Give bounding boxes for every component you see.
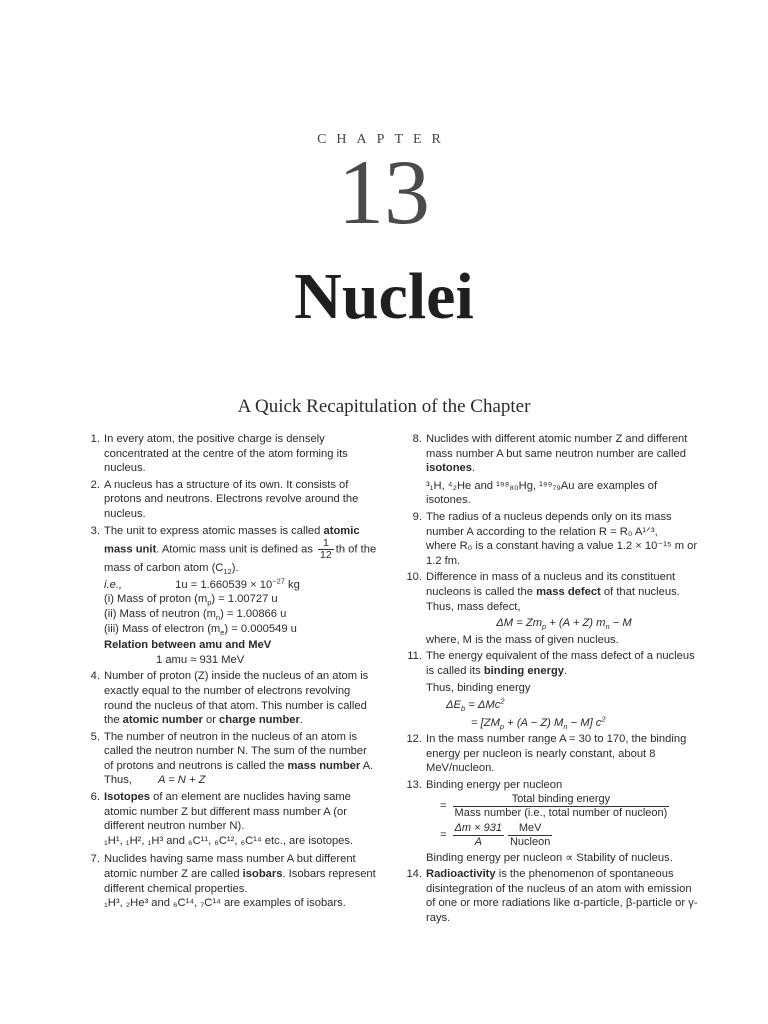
- text-run: .: [564, 664, 568, 677]
- item-text: [104, 790, 378, 834]
- list-item: [86, 669, 378, 727]
- text-run: ) = 1.00866 u: [220, 607, 287, 620]
- item-text: Thus, binding energy: [426, 681, 531, 694]
- subscript: p: [207, 598, 212, 608]
- recap-heading: A Quick Recapitulation of the Chapter: [237, 396, 531, 417]
- item-text: Binding energy per nucleon ∝ Stability of nucleus.: [426, 851, 673, 864]
- text-run: . Isobars represent different chemical properties.: [104, 868, 376, 895]
- item-number: 10.: [406, 571, 422, 584]
- item-text: [426, 432, 702, 476]
- list-item: [404, 778, 702, 865]
- list-item: [86, 852, 378, 910]
- item-number: 14.: [406, 868, 422, 881]
- item-number: 2.: [90, 478, 100, 491]
- text-run: ΔE: [446, 699, 461, 712]
- item-text: In the mass number range A = 30 to 170, the binding energy per nucleon is nearly constant, about 8 MeV/nucleon.: [426, 733, 687, 775]
- text-run: The number of neutron in the nucleus of an atom is called the neutron number N. The sum of the number of protons and neutrons is called the: [104, 730, 367, 772]
- list-item: [86, 730, 378, 788]
- item-number: 12.: [406, 733, 422, 746]
- list-item: [404, 867, 702, 925]
- fraction: [508, 822, 552, 849]
- text-run: Nuclides with different atomic number Z and different mass number A but same neutron number are called: [426, 433, 688, 460]
- text-run: The energy equivalent of the mass defect of a nucleus is called its: [426, 650, 695, 677]
- unit: kg: [284, 578, 300, 591]
- subscript: e: [220, 627, 225, 637]
- binding-energy-expansion: [426, 713, 702, 731]
- list-item: [404, 732, 702, 776]
- item-number: 3.: [90, 524, 100, 537]
- item-text: [426, 867, 702, 925]
- text-run: + (A + Z) m: [546, 617, 606, 630]
- relation-heading: Relation between amu and MeV: [104, 639, 272, 652]
- text-run: = [ZM: [471, 716, 500, 729]
- list-item: [86, 432, 378, 476]
- text-run: ) = 0.000549 u: [224, 622, 297, 635]
- item-number: 1.: [90, 433, 100, 445]
- isotone-examples: ³₁H, ⁴₂He and ¹⁹⁸₈₀Hg, ¹⁹⁹₇₉Au are examples of isotones.: [426, 479, 658, 507]
- superscript: −27: [272, 576, 285, 586]
- list-item: [404, 432, 702, 508]
- equals-sign: =: [440, 828, 447, 841]
- term-mass-number: mass number: [287, 759, 361, 772]
- text-run: (i) Mass of proton (m: [104, 593, 208, 606]
- amu-definition: [104, 578, 378, 593]
- fraction-denominator: Mass number (i.e., total number of nucleon): [454, 806, 668, 819]
- item-number: 11.: [407, 650, 422, 663]
- text-run: The unit to express atomic masses is called: [104, 524, 321, 537]
- item-text: [104, 730, 378, 774]
- isotope-examples: ₁H¹, ₁H², ₁H³ and ₆C¹¹, ₆C¹², ₆C¹⁴ etc., are isotopes.: [104, 834, 354, 847]
- term-mass-defect: mass defect: [536, 585, 601, 598]
- subscript: b: [460, 704, 466, 714]
- fraction-one-twelfth: [318, 538, 334, 561]
- list-item: [404, 570, 702, 647]
- list-item: [404, 510, 702, 568]
- superscript: 2: [601, 713, 606, 723]
- fraction-numerator: MeV: [508, 822, 552, 836]
- mass-number-equation: [104, 773, 378, 788]
- superscript: 2: [500, 696, 505, 706]
- item-number: 13.: [406, 779, 422, 792]
- item-text: [104, 669, 378, 727]
- subscript: 12: [223, 567, 232, 577]
- text-run: th of the mass of carbon atom (C: [104, 543, 377, 575]
- text-run: + (A − Z) M: [504, 716, 564, 729]
- text-run: − M: [609, 617, 632, 630]
- subscript: n: [215, 613, 221, 623]
- text-run: of that nucleus. Thus, mass defect,: [426, 585, 680, 613]
- list-item: [86, 524, 378, 668]
- item-text: where R₀ is a constant having a value 1.2 × 10⁻¹⁵ m or 1.2 fm.: [426, 540, 698, 567]
- term-atomic-number: atomic number: [122, 714, 203, 727]
- text-run: = ΔMc: [465, 699, 501, 712]
- text-run: Thus,: [104, 774, 132, 787]
- item-text: Binding energy per nucleon: [426, 779, 563, 792]
- text-run: or: [202, 714, 220, 727]
- binding-energy-fraction: [440, 793, 702, 820]
- item-number: 6.: [90, 791, 100, 804]
- proton-mass: [104, 592, 378, 607]
- text-run: .: [472, 462, 476, 475]
- equation: A = N + Z: [157, 774, 206, 787]
- fraction-numerator: Δm × 931: [454, 821, 502, 834]
- text-run: ) = 1.00727 u: [211, 593, 278, 606]
- text-run: ΔM = Zm: [496, 617, 543, 630]
- binding-energy-fraction-2: [440, 822, 702, 849]
- relation-equation: 1 amu ≈ 931 MeV: [156, 653, 245, 666]
- binding-energy-equation: [426, 698, 702, 713]
- item-number: 4.: [90, 670, 100, 683]
- item-number: 8.: [412, 433, 422, 445]
- item-text: [104, 524, 378, 576]
- chapter-number: 13: [338, 141, 430, 243]
- text-run: ).: [231, 562, 239, 575]
- item-text: [426, 570, 702, 614]
- fraction-denominator: A: [474, 835, 482, 848]
- text-run: Nuclides having same mass number A but different atomic number Z are called: [104, 853, 356, 881]
- subscript: n: [563, 721, 568, 731]
- chapter-label: CHAPTER: [317, 132, 451, 147]
- fraction-denominator: 12: [320, 549, 332, 562]
- list-item: [86, 790, 378, 848]
- text-run: . Atomic mass unit is defined as: [156, 543, 313, 556]
- text-run: (ii) Mass of neutron (m: [104, 607, 216, 620]
- fraction: [453, 822, 504, 849]
- term-radioactivity: Radioactivity: [426, 868, 496, 881]
- subscript: n: [605, 622, 610, 632]
- fraction-numerator: Total binding energy: [453, 793, 670, 807]
- fraction-numerator: 1: [318, 538, 334, 550]
- text-run: Number of proton (Z) inside the nucleus of an atom is exactly equal to the number of electrons revolving round the nucleus of that atom. This number is called the: [104, 670, 369, 727]
- list-item: [404, 649, 702, 730]
- subscript: p: [499, 721, 505, 731]
- left-column: [86, 432, 378, 913]
- fraction-denominator: Nucleon: [509, 835, 551, 848]
- isobar-examples: ₁H³, ₂He³ and ₆C¹⁴, ₇C¹⁴ are examples of isobars.: [104, 897, 346, 910]
- item-number: 7.: [90, 853, 100, 866]
- list-item: [86, 478, 378, 522]
- amu-equation: 1u = 1.660539 × 10: [175, 578, 273, 591]
- term-isobars: isobars: [242, 868, 283, 881]
- item-text: where, M is the mass of given nucleus.: [426, 633, 619, 646]
- term-atomic-mass-unit: atomic mass unit: [104, 524, 360, 556]
- item-text: In every atom, the positive charge is densely concentrated at the centre of the atom forming its nucleus.: [104, 433, 348, 475]
- chapter-title: Nuclei: [294, 260, 474, 333]
- fraction: [453, 793, 670, 820]
- electron-mass: [104, 622, 378, 637]
- item-number: 5.: [90, 730, 100, 743]
- item-text: [426, 649, 702, 678]
- neutron-mass: [104, 607, 378, 622]
- term-charge-number: charge number: [219, 714, 300, 727]
- text-run: is the phenomenon of spontaneous disintegration of the nucleus of an atom with emission of one or more radiations like α-particle, β-particle or γ-rays.: [426, 868, 698, 925]
- item-text: A nucleus has a structure of its own. It consists of protons and neutrons. Electrons revolve around the nucleus.: [104, 478, 359, 520]
- text-run: − M] c: [567, 716, 602, 729]
- term-isotopes: Isotopes: [104, 791, 151, 804]
- text-run: .: [299, 714, 303, 727]
- ie-label: i.e.,: [104, 578, 123, 591]
- text-run: of an element are nuclides having same atomic number Z but different mass number A (or different neutron number N).: [104, 791, 351, 833]
- mass-defect-equation: [426, 616, 702, 631]
- right-column: [404, 432, 702, 928]
- term-isotones: isotones: [426, 462, 473, 475]
- item-text: [104, 852, 378, 896]
- equals-sign: =: [440, 799, 447, 812]
- item-text: The radius of a nucleus depends only on its mass number A according to the relation R = R₀ A¹ᐟ³,: [426, 510, 672, 538]
- text-run: A.: [360, 759, 374, 772]
- term-binding-energy: binding energy: [483, 664, 565, 677]
- text-run: Difference in mass of a nucleus and its constituent nucleons is called the: [426, 571, 676, 598]
- subscript: p: [542, 622, 547, 632]
- item-number: 9.: [412, 510, 422, 523]
- text-run: (iii) Mass of electron (m: [104, 622, 221, 635]
